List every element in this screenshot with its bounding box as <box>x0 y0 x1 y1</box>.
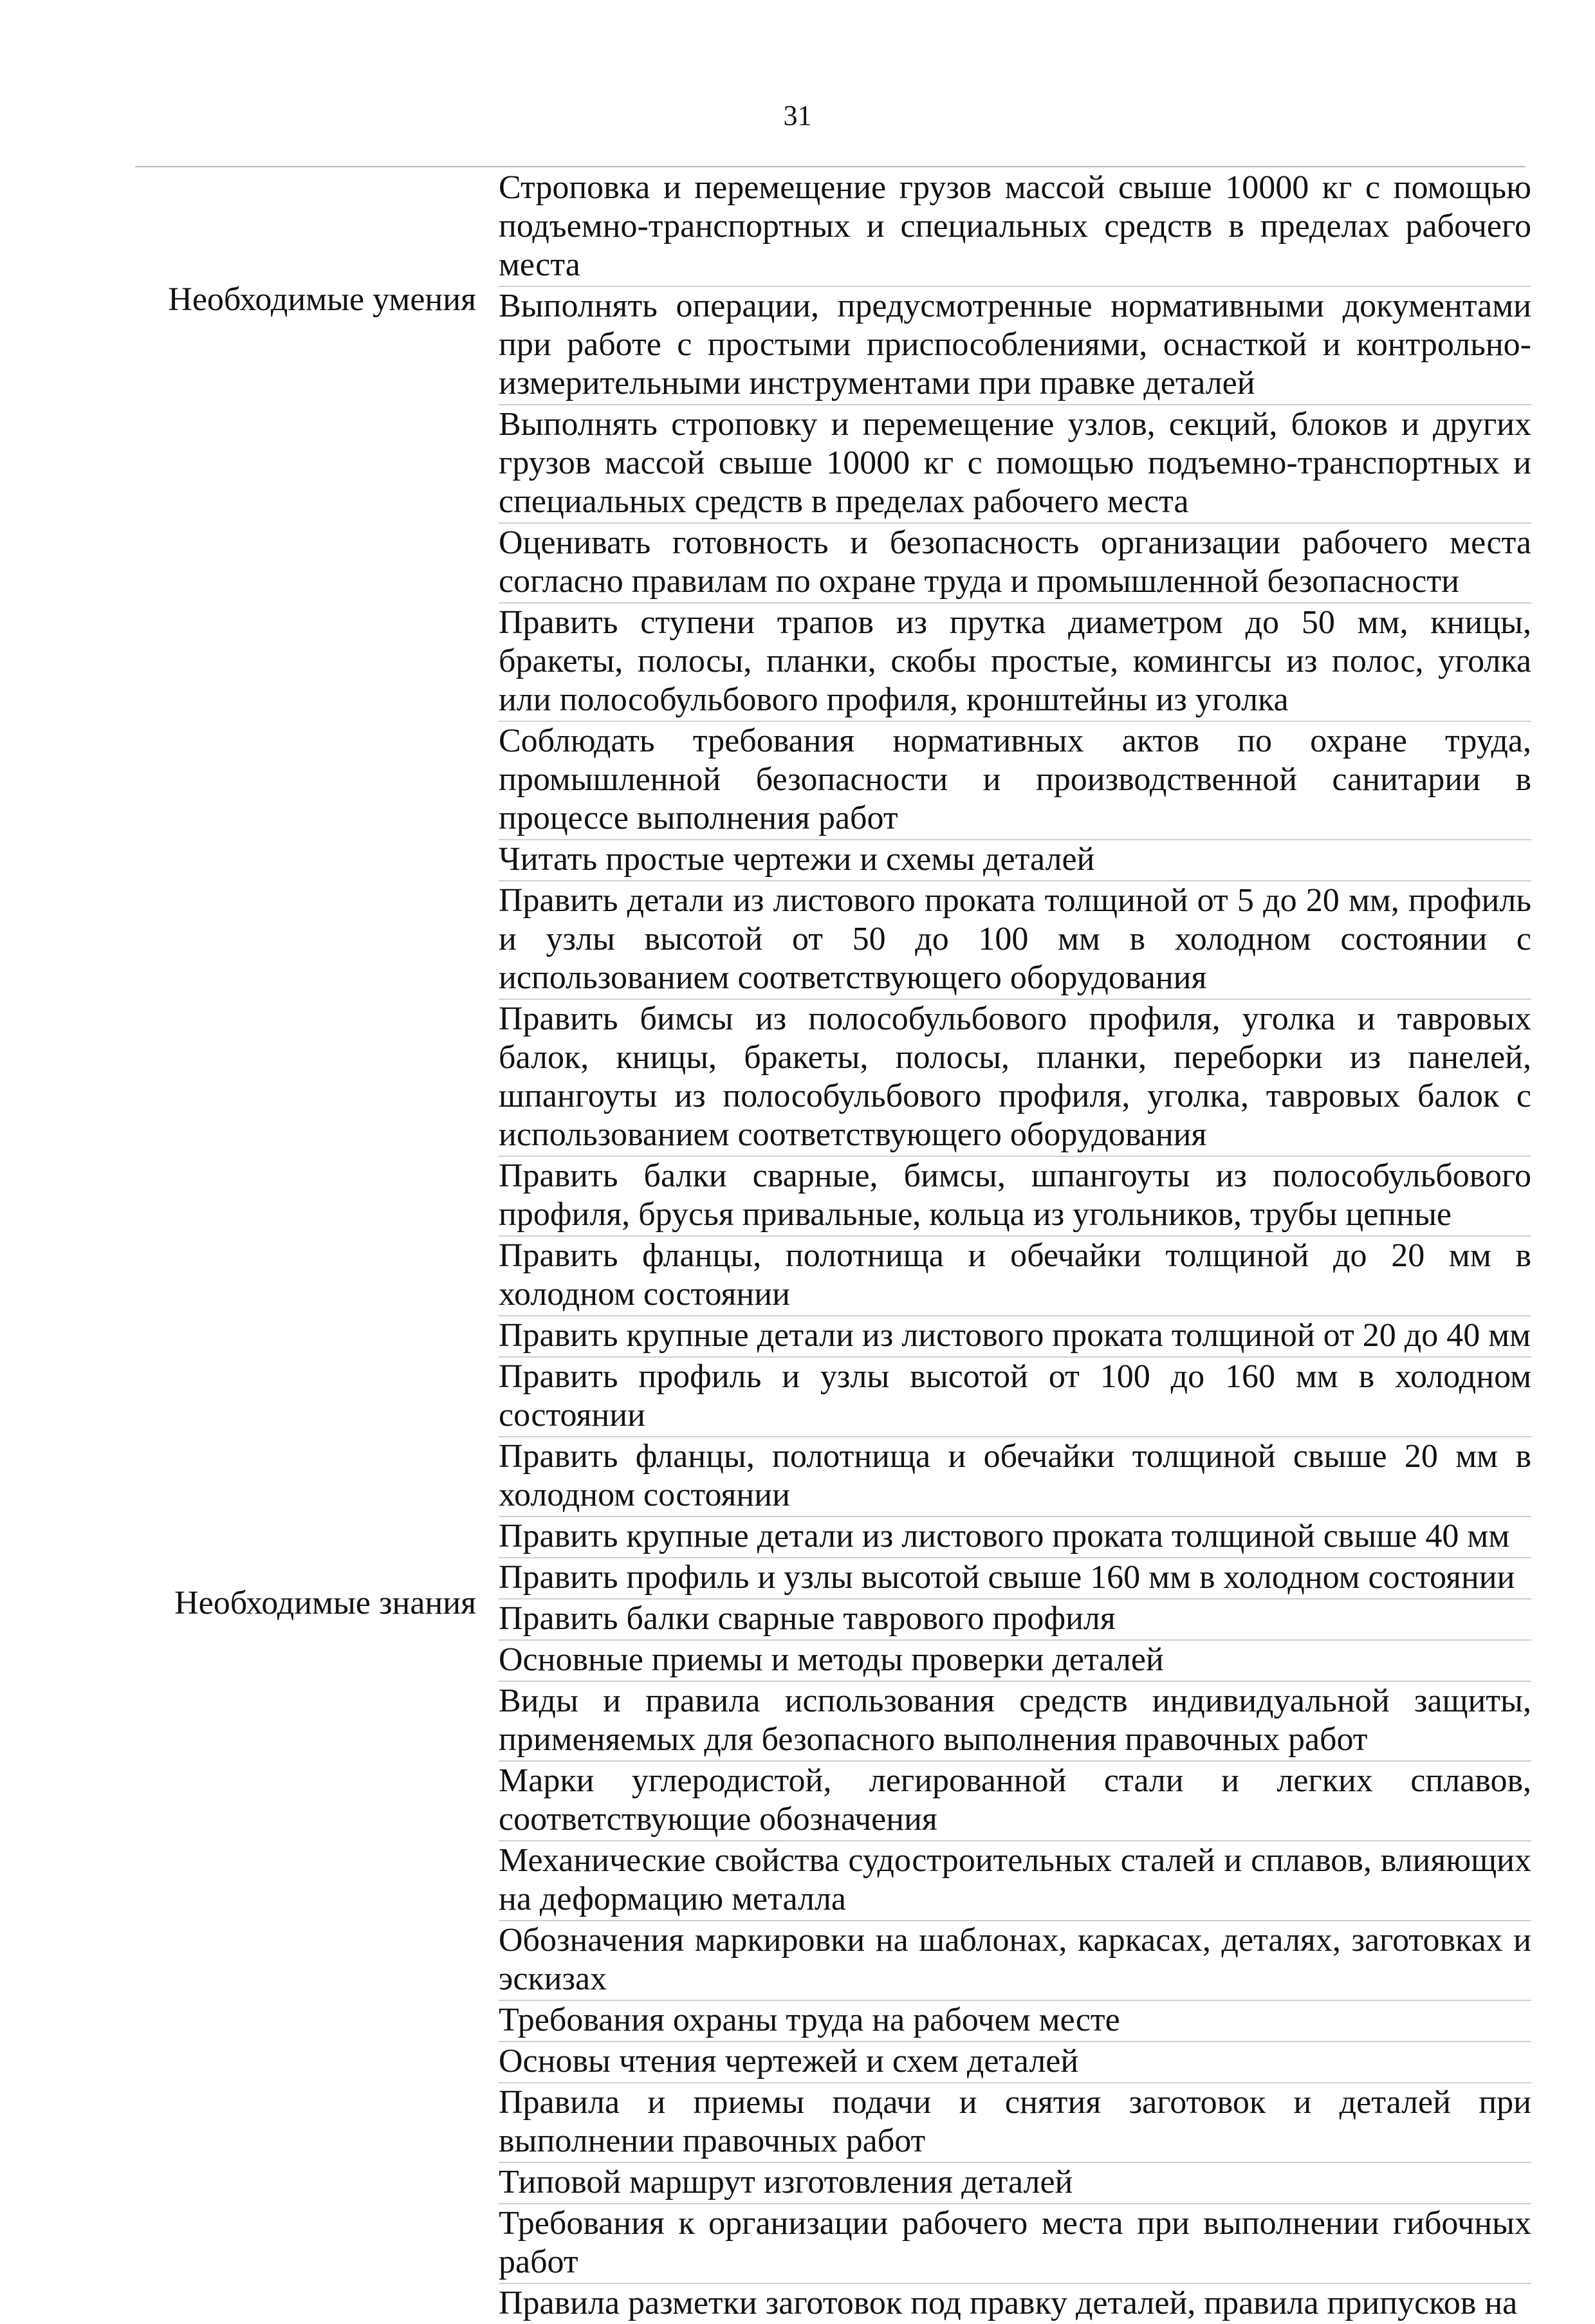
list-item: Править балки сварные таврового профиля <box>499 1600 1531 1641</box>
list-item: Править фланцы, полотнища и обечайки толщиной до 20 мм в холодном состоянии <box>499 1237 1531 1316</box>
list-item: Типовой маршрут изготовления деталей <box>499 2163 1531 2204</box>
list-item: Требования к организации рабочего места при выполнении гибочных работ <box>499 2204 1531 2284</box>
list-item: Выполнять операции, предусмотренные нормативными документами при работе с простыми приспособлениями, оснасткой и контрольно-измерительными инструментами при правке деталей <box>499 287 1531 405</box>
top-rule <box>135 166 1525 167</box>
list-item: Строповка и перемещение грузов массой свыше 10000 кг с помощью подъемно-транспортных и специальных средств в пределах рабочего места <box>499 169 1531 287</box>
list-item: Соблюдать требования нормативных актов по охране труда, промышленной безопасности и производственной санитарии в процессе выполнения работ <box>499 722 1531 840</box>
list-item: Править фланцы, полотнища и обечайки толщиной свыше 20 мм в холодном состоянии <box>499 1437 1531 1517</box>
list-item: Правила разметки заготовок под правку деталей, правила припусков на <box>499 2285 1518 2321</box>
list-item: Править крупные детали из листового проката толщиной свыше 40 мм <box>499 1517 1531 1558</box>
list-item: Механические свойства судостроительных сталей и сплавов, влияющих на деформацию металла <box>499 1841 1531 1921</box>
list-item: Оценивать готовность и безопасность организации рабочего места согласно правилам по охране труда и промышленной безопасности <box>499 524 1531 604</box>
list-item: Выполнять строповку и перемещение узлов, секций, блоков и других грузов массой свыше 10000 кг с помощью подъемно-транспортных и специальных средств в пределах рабочего места <box>499 405 1531 524</box>
list-item: Обозначения маркировки на шаблонах, каркасах, деталях, заготовках и эскизах <box>499 1921 1531 2001</box>
list-item: Править профиль и узлы высотой свыше 160 мм в холодном состоянии <box>499 1558 1531 1600</box>
list-item: Править детали из листового проката толщиной от 5 до 20 мм, профиль и узлы высотой от 50 до 100 мм в холодном состоянии с использованием соответствующего оборудования <box>499 881 1531 1000</box>
list-item: Читать простые чертежи и схемы деталей <box>499 840 1531 881</box>
page-number: 31 <box>783 100 812 131</box>
list-item: Править бимсы из полособульбового профиля, уголка и тавровых балок, кницы, бракеты, полосы, планки, переборки из панелей, шпангоуты из полособульбового профиля, уголка, тавровых балок с использованием соответствующего оборудования <box>499 1000 1531 1157</box>
list-item: Основные приемы и методы проверки деталей <box>499 1641 1531 1682</box>
list-item: Править балки сварные, бимсы, шпангоуты из полособульбового профиля, брусья привальные, кольца из угольников, трубы цепные <box>499 1157 1531 1237</box>
list-item: Править крупные детали из листового проката толщиной от 20 до 40 мм <box>499 1316 1531 1358</box>
requirements-list <box>499 169 1531 2324</box>
list-item: Основы чтения чертежей и схем деталей <box>499 2042 1531 2083</box>
list-item: Правила и приемы подачи и снятия заготовок и деталей при выполнении правочных работ <box>499 2083 1531 2163</box>
list-item: Виды и правила использования средств индивидуальной защиты, применяемых для безопасного выполнения правочных работ <box>499 1682 1531 1762</box>
list-item: Требования охраны труда на рабочем месте <box>499 2001 1531 2042</box>
list-item: Править профиль и узлы высотой от 100 до 160 мм в холодном состоянии <box>499 1358 1531 1437</box>
list-item: Править ступени трапов из прутка диаметром до 50 мм, кницы, бракеты, полосы, планки, скобы простые, комингсы из полос, уголка или полособульбового профиля, кронштейны из уголка <box>499 604 1531 722</box>
list-item: Марки углеродистой, легированной стали и легких сплавов, соответствующие обозначения <box>499 1762 1531 1841</box>
section-label-skills: Необходимые умения <box>168 281 476 318</box>
section-label-knowledge: Необходимые знания <box>174 1585 476 1621</box>
